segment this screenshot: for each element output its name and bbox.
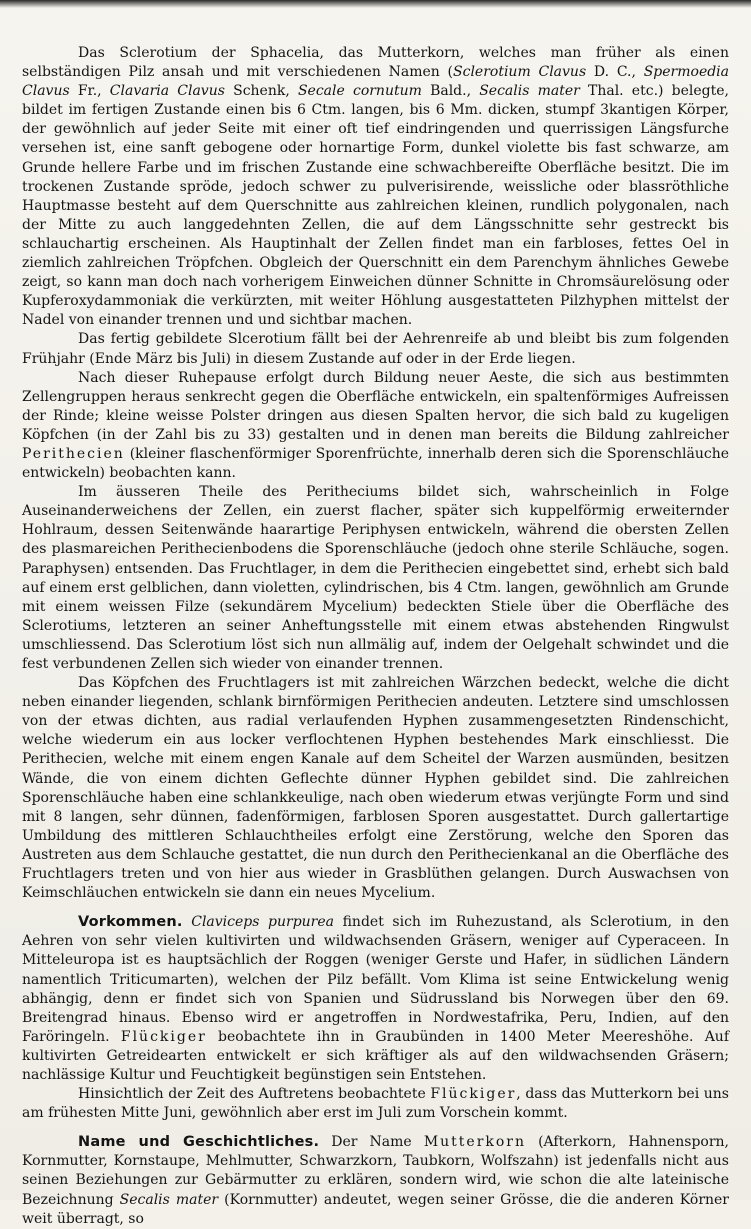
text-run [183, 914, 192, 930]
spaced-term: Perithecien [22, 445, 125, 462]
paragraph-p4 [22, 483, 729, 674]
text-run: Schenk, [224, 83, 298, 100]
italic-term: Sclerotium Clavus [453, 64, 587, 81]
paragraph-p2 [22, 330, 729, 368]
spaced-term: Flückiger [120, 1028, 207, 1045]
text-run: beobachtete ihn in Graubünden in 1400 Meter Meereshöhe. Auf kultivirten Getreidearten entwickelt er sich kräftiger als auf den wildwachsenden Gräsern; nachlässige Kultur und Feuchtigkeit begünstigen sein Entstehen. [22, 1028, 730, 1083]
italic-term: Secalis mater [119, 1191, 219, 1208]
paragraph-p8 [22, 1133, 729, 1228]
scan-edge-shadow [0, 0, 751, 8]
paragraph-p5 [22, 674, 729, 903]
text-run: Das Köpfchen des Fruchtlagers ist mit zahlreichen Wärzchen bedeckt, welche die dicht neben einander liegenden, schlank birnförmigen Perithecien andeuten. Letztere sind umschlossen von der etwas dichten, aus radial verlaufenden Hyphen zusammengesetzten Rindenschicht, welche wiederum ein aus locker verflochtenen Hyphen bestehendes Mark einschliesst. Die Perithecien, welche mit einem engen Kanale auf dem Scheitel der Warzen ausmünden, besitzen Wände, die von einem dichten Geflechte dünner Hyphen gebildet sind. Die zahlreichen Sporenschläuche haben eine schlankkeulige, nach oben wiederum etwas verjüngte Form und sind mit 8 langen, sehr dünnen, fadenförmigen, farblosen Sporen ausgestattet. Durch gallertartige Umbildung des mittleren Schlauchtheiles erfolgt eine Zerstörung, welche den Sporen das Austreten aus dem Schlauche gestattet, die nun durch den Perithecienkanal an die Oberfläche des Fruchtlagers treten und von hier aus wieder in Grasblüthen gelangen. Durch Auswachsen von Keimschläuchen entwickeln sie dann ein neues Mycelium. [22, 675, 729, 902]
text-run: Nach dieser Ruhepause erfolgt durch Bildung neuer Aeste, die sich aus bestimmten Zellengruppen heraus senkrecht gegen die Oberfläche entwickeln, ein spaltenförmiges Aufreissen der Rinde; kleine weisse Polster dringen aus diesen Spalten hervor, die sich bald zu kugeligen Köpfchen (in der Zahl bis zu 33) gestalten und in denen man bereits die Bildung zahlreicher [22, 369, 729, 443]
paragraph-p6 [22, 913, 729, 1085]
text-run: (Kornmutter) andeutet, wegen seiner Grösse, die die anderen Körner weit überragt, so [22, 1191, 729, 1227]
italic-term: Secale cornutum [297, 83, 422, 100]
paragraph-p1 [22, 44, 729, 330]
text-run: Der Name [319, 1134, 424, 1151]
spaced-term: Mutterkorn [423, 1134, 527, 1151]
spaced-term: Flückiger [430, 1086, 517, 1103]
text-run: Hinsichtlich der Zeit des Auftretens beobachtete [78, 1086, 431, 1103]
italic-term: Spermoedia Clavus [22, 64, 730, 100]
text-run: (kleiner flaschenförmiger Sporenfrüchte, innerhalb deren sich die Sporenschläuche entwickeln) beobachten kann. [22, 445, 729, 482]
paragraph-p3 [22, 369, 729, 484]
text-run: Thal. etc.) belegte, bildet im fertigen Zustande einen bis 6 Ctm. langen, bis 6 Mm. dicken, stumpf 3kantigen Körper, der gewöhnlich auf jeder Seite mit einer oft tief eindringenden und querrissigen Längsfurche versehen ist, eine sanft gebogene oder hornartige Form, dunkel violette bis fast schwarze, am Grunde hellere Farbe und im frischen Zustande eine schwachbereifte Oberfläche besitzt. Die im trockenen Zustande spröde, jedoch schwer zu pulverisirende, weissliche oder blassröthliche Hauptmasse besteht auf dem Querschnitte aus zahlreichen kleinen, rundlich polygonalen, nach der Mitte zu auch langgedehnten Zellen, die auf dem Längsschnitte sehr gestreckt bis schlauchartig erscheinen. Als Hauptinhalt der Zellen findet man ein farbloses, fettes Oel in ziemlich zahlreichen Tröpfchen. Obgleich der Querschnitt ein dem Parenchym ähnliches Gewebe zeigt, so kann man doch nach vorherigem Einweichen dünner Schnitte in Chromsäurelösung oder Kupferoxydammoniak die verkürzten, mit weiter Höhlung ausgestatteten Pilzhyphen mittelst der Nadel von einander trennen und und sichtbar machen. [22, 83, 729, 329]
text-run: findet sich im Ruhezustand, als Sclerotium, in den Aehren von sehr vielen kultivirten und wildwachsenden Gräsern, weniger auf Cyperaceen. In Mitteleuropa ist es hauptsächlich der Roggen (weniger Gerste und Hafer, in südlichen Ländern namentlich Triticumarten), welchen der Pilz befällt. Vom Klima ist seine Entwickelung wenig abhängig, denn er findet sich von Spanien und Südrussland bis Norwegen über den 69. Breitengrad hinaus. Ebenso wird er angetroffen in Nordwestafrika, Peru, Indien, auf den Faröringeln. [22, 914, 729, 1045]
text-run: Das fertig gebildete Slcerotium fällt bei der Aehrenreife ab und bleibt bis zum folgenden Frühjahr (Ende März bis Juli) in diesem Zustande auf oder in der Erde liegen. [22, 331, 729, 367]
section-heading: Vorkommen. [78, 914, 183, 931]
text-run: (Afterkorn, Hahnensporn, Kornmutter, Kornstaupe, Mehlmutter, Schwarzkorn, Taubkorn, Wolfszahn) ist jedenfalls nicht aus seinen Beziehungen zur Gebärmutter zu erklären, sondern wird, wie schon die alte lateinische Bezeichnung [22, 1134, 729, 1208]
text-run: Bald., [421, 83, 480, 100]
text-run: Fr., [69, 83, 110, 100]
text-run: , dass das Mutterkorn bei uns am frühesten Mitte Juni, gewöhnlich aber erst im Juli zum Vorschein kommt. [22, 1086, 729, 1122]
text-run: Das Sclerotium der Sphacelia, das Mutterkorn, welches man früher als einen selbständigen Pilz ansah und mit verschiedenen Namen ( [22, 45, 729, 81]
text-run: Im äusseren Theile des Peritheciums bildet sich, wahrscheinlich in Folge Auseinanderweichens der Zellen, ein zuerst flacher, später sich kuppelförmig erweiternder Hohlraum, dessen Seitenwände haarartige Periphysen entwickeln, während die obersten Zellen des plasmareichen Perithecienbodens die Sporenschläuche (jedoch ohne sterile Schläuche, sogen. Paraphysen) entsenden. Das Fruchtlager, in dem die Perithecien eingebettet sind, erhebt sich bald auf einem erst gelblichen, dann violetten, cylindrischen, bis 4 Ctm. langen, gewöhnlich am Grunde mit einem weissen Filze (sekundärem Mycelium) bedeckten Stiele über die Oberfläche des Sclerotiums, letzteren an seiner Anheftungsstelle mit einem etwas abstehenden Ringwulst umschliessend. Das Sclerotium löst sich nun allmälig auf, indem der Oelgehalt schwindet und die fest verbundenen Zellen sich wieder von einander trennen. [22, 484, 729, 672]
italic-term: Claviceps purpurea [191, 914, 334, 931]
paragraph-p7 [22, 1085, 729, 1123]
text-body [22, 44, 729, 1229]
italic-term: Clavaria Clavus [109, 83, 225, 100]
text-run: D. C., [586, 64, 644, 81]
italic-term: Secalis mater [479, 83, 580, 100]
section-heading: Name und Geschichtliches. [78, 1134, 320, 1151]
